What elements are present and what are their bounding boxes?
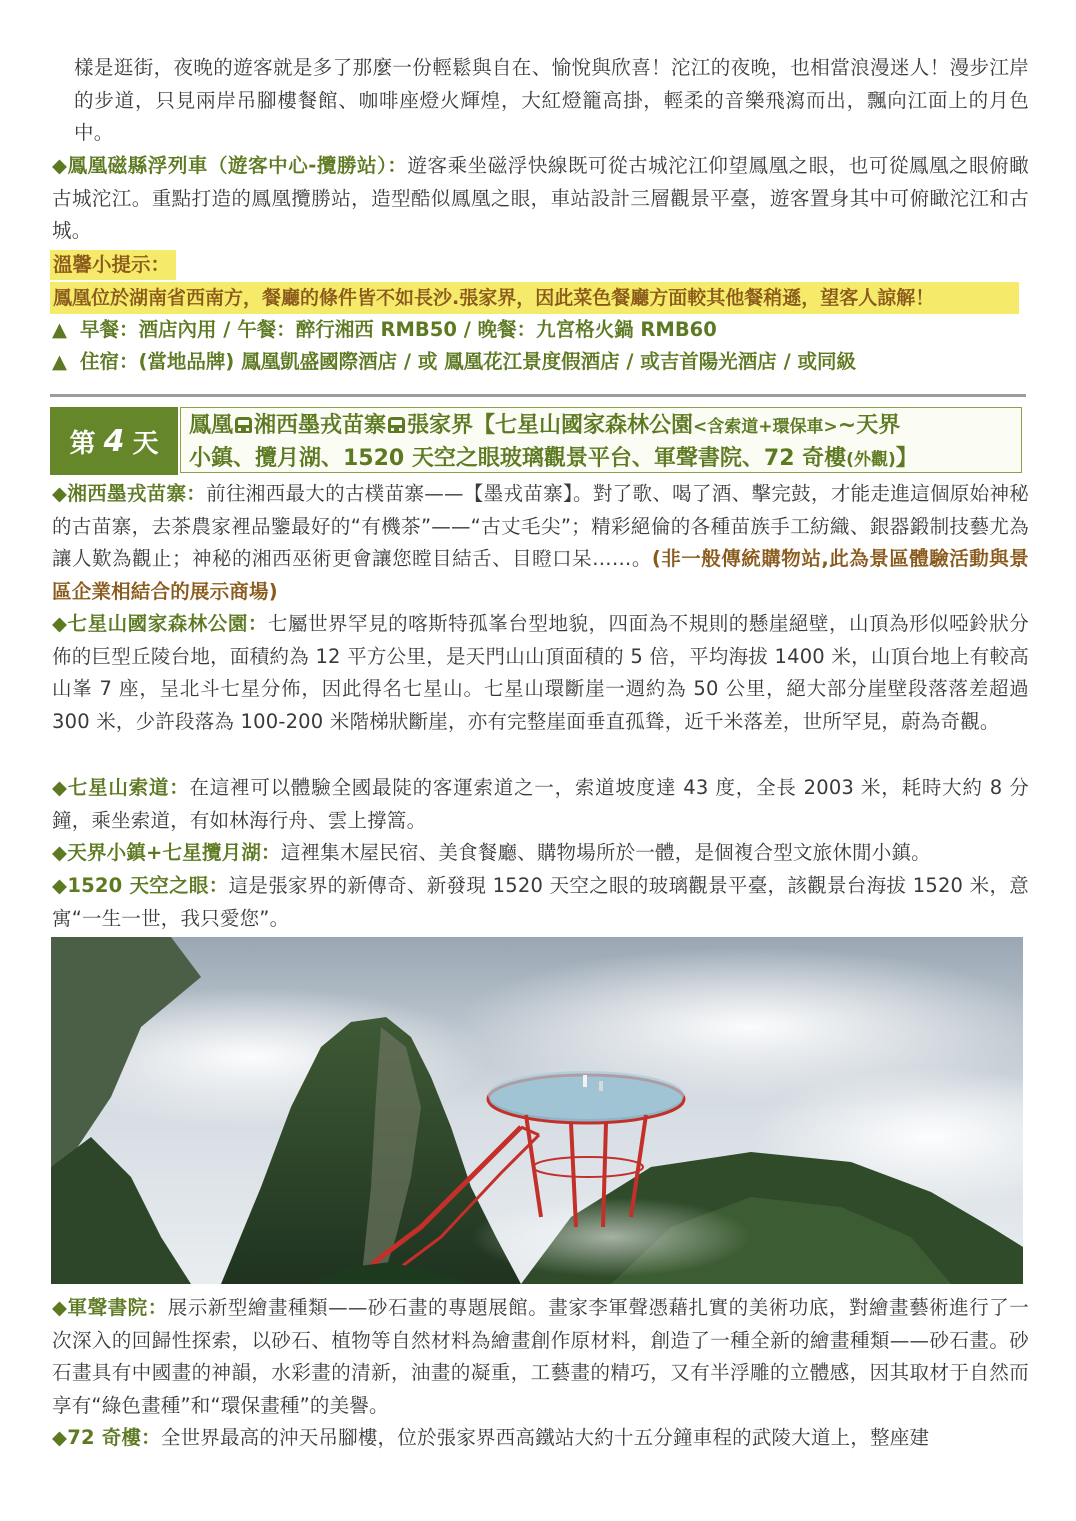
day-title-note: (外觀) — [846, 450, 896, 470]
qixing-item — [52, 608, 1029, 738]
skywalk-illustration — [51, 937, 1023, 1284]
miao-note: (非一般傳統購物站,此為景區體驗活動與景區企業相結合的展示商場) — [52, 547, 1029, 603]
day-suffix: 天 — [132, 428, 159, 459]
maglev-text: 遊客乘坐磁浮快線既可從古城沱江仰望鳳凰之眼，也可從鳳凰之眼俯瞰古城沱江。重點打造的鳳凰攬勝站，造型酷似鳳凰之眼，車站設計三層觀景平臺，遊客置身其中可俯瞰沱江和古城。 — [52, 154, 1030, 242]
day-title-part: 湘西墨戎苗寨 — [254, 413, 387, 438]
diamond-bullet-icon: ◆ — [52, 154, 68, 177]
day-title-part: 張家界【七星山國家森林公園 — [407, 413, 694, 438]
day-title-part: ~天界 — [837, 413, 901, 438]
meals-line — [52, 314, 1032, 346]
meals-text: 早餐：酒店內用 / 午餐：醉行湘西 RMB50 / 晚餐：九宮格火鍋 RMB60 — [80, 318, 717, 341]
diamond-bullet-icon: ◆ — [52, 874, 68, 897]
diamond-bullet-icon: ◆ — [52, 482, 68, 505]
diamond-bullet-icon: ◆ — [52, 841, 68, 864]
academy-text: 展示新型繪畫種類——砂石畫的專題展館。畫家李軍聲憑藉扎實的美術功底，對繪畫藝術進行了一次深入的回歸性探索，以砂石、植物等自然材料為繪畫創作原材料，創造了一種全新的繪畫種類——砂石畫。砂石畫具有中國畫的神韻，水彩畫的清新，油畫的凝重，工藝畫的精巧，又有半浮雕的立體感，因其取材于自然而享有“綠色畫種”和“環保畫種”的美譽。 — [52, 1296, 1029, 1417]
town-text: 這裡集木屋民宿、美食餐廳、購物場所於一體，是個複合型文旅休閒小鎮。 — [280, 841, 931, 864]
day-prefix: 第 — [69, 428, 96, 459]
miao-item — [52, 478, 1029, 608]
maglev-title: 鳳凰磁縣浮列車（遊客中心-攬勝站）： — [67, 154, 408, 177]
day-number: 4 — [103, 423, 125, 459]
tower-item — [52, 1422, 1029, 1455]
qixing-text: 七屬世界罕見的喀斯特孤峯台型地貌，四面為不規則的懸崖絕壁，山頂為形似啞鈴狀分佈的巨型丘陵台地，面積約為 12 平方公里，是天門山山頂面積的 5 倍，平均海拔 1400 米，山頂台地上有較高山峯 7 座，呈北斗七星分佈，因此得名七星山。七星山環斷崖一週約為 50 公里，絕大部分崖壁段落落差超過 300 米，少許段落為 100-200 米階梯狀斷崖，亦有完整崖面垂直孤聳，近千米落差，世所罕見，蔚為奇觀。 — [52, 612, 1029, 733]
miao-title: 湘西墨戎苗寨： — [67, 482, 207, 505]
diamond-bullet-icon: ◆ — [52, 1296, 68, 1319]
town-title: 天界小鎮+七星攬月湖： — [67, 841, 281, 864]
tower-title: 72 奇樓： — [67, 1426, 161, 1449]
eye-item — [52, 870, 1029, 935]
eye-text: 這是張家界的新傳奇、新發現 1520 天空之眼的玻璃觀景平臺，該觀景台海拔 1520 米，意寓“一生一世，我只愛您”。 — [52, 874, 1030, 930]
intro-paragraph: 樣是逛街，夜晚的遊客就是多了那麼一份輕鬆與自在、愉悅與欣喜！沱江的夜晚，也相當浪漫迷人！漫步江岸的步道，只見兩岸吊腳樓餐館、咖啡座燈火輝煌，大紅燈籠高掛，輕柔的音樂飛瀉而出，飄向江面上的月色中。 — [74, 56, 1029, 144]
cable-title: 七星山索道： — [67, 776, 190, 799]
day-title — [180, 407, 1022, 473]
day-title-part: 】 — [895, 446, 918, 471]
reminder-label: 溫馨小提示： — [50, 250, 176, 280]
day-title-line2: 小鎮、攬月湖、1520 天空之眼玻璃觀景平台、軍聲書院、72 奇樓 — [189, 446, 847, 471]
academy-item — [52, 1292, 1029, 1422]
academy-title: 軍聲書院： — [67, 1296, 168, 1319]
town-item — [52, 837, 1029, 870]
triangle-marker-icon: ▲ — [52, 350, 67, 373]
day-badge — [50, 407, 178, 475]
diamond-bullet-icon: ◆ — [52, 1426, 68, 1449]
section-divider — [50, 394, 1026, 397]
bus-icon — [235, 417, 252, 433]
tower-text: 全世界最高的沖天吊腳樓，位於張家界西高鐵站大約十五分鐘車程的武陵大道上，整座建 — [160, 1426, 930, 1449]
eye-title: 1520 天空之眼： — [67, 874, 229, 897]
maglev-item — [52, 150, 1029, 248]
reminder-text: 鳳凰位於湖南省西南方，餐廳的條件皆不如長沙.張家界，因此菜色餐廳方面較其他餐稍遜，望客人諒解！ — [50, 282, 1019, 314]
day-title-part: 鳳凰 — [189, 413, 234, 438]
diamond-bullet-icon: ◆ — [52, 776, 68, 799]
skywalk-photo — [51, 937, 1023, 1284]
cable-text: 在這裡可以體驗全國最陡的客運索道之一，索道坡度達 43 度，全長 2003 米，耗時大約 8 分鐘，乘坐索道，有如林海行舟、雲上撐篙。 — [52, 776, 1030, 832]
hotel-text: 住宿：(當地品牌) 鳳凰凱盛國際酒店 / 或 鳳凰花江景度假酒店 / 或吉首陽光酒店 / 或同級 — [80, 350, 857, 373]
day-title-note: <含索道+環保車> — [693, 417, 838, 437]
miao-text: 前往湘西最大的古樸苗寨——【墨戎苗寨】。對了歌、喝了酒、擊完鼓，才能走進這個原始神秘的古苗寨，去茶農家裡品鑒最好的“有機茶”——“古丈毛尖”；精彩絕倫的各種苗族手工紡織、銀器鍛制技藝尤為讓人歎為觀止；神秘的湘西巫術更會讓您瞠目結舌、目瞪口呆……。 — [52, 482, 1029, 570]
qixing-title: 七星山國家森林公園： — [67, 612, 268, 635]
bus-icon — [388, 417, 405, 433]
cable-item — [52, 772, 1029, 837]
hotel-line — [52, 346, 1032, 378]
triangle-marker-icon: ▲ — [52, 318, 67, 341]
diamond-bullet-icon: ◆ — [52, 612, 68, 635]
